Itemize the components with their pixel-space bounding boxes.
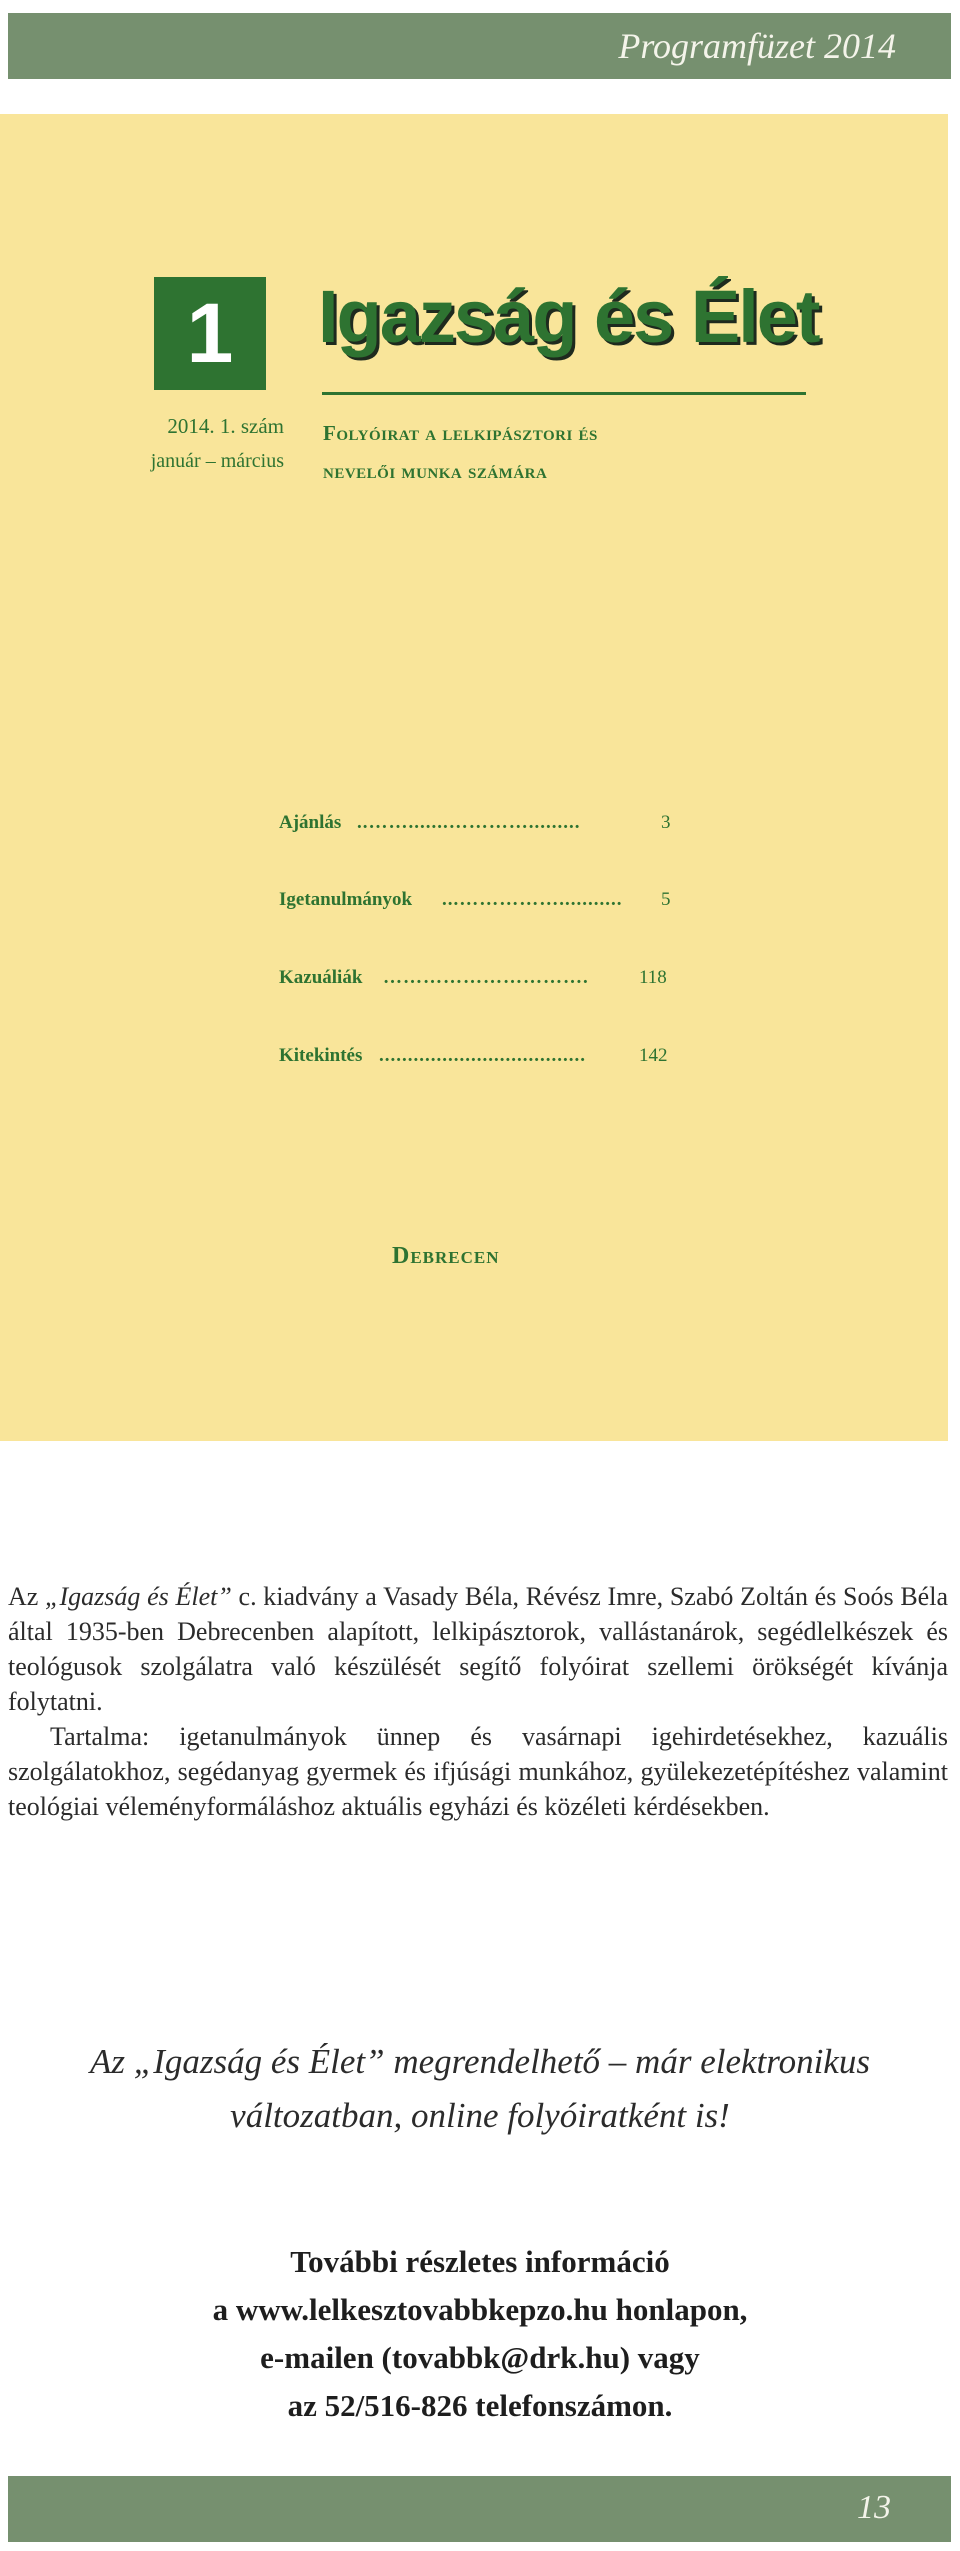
page-footer (8, 2476, 951, 2542)
contact-info (0, 2238, 960, 2430)
subscription-promo (0, 2035, 960, 2143)
toc-page-number: 3 (661, 812, 671, 833)
promo-line-2: változatban, online folyóiratként is! (230, 2096, 730, 2135)
journal-cover (0, 114, 948, 1441)
issue-number-badge: 1 (154, 277, 266, 390)
toc-leader: …………………………. (383, 967, 589, 988)
info-line-phone: az 52/516-826 telefonszámon. (287, 2388, 673, 2423)
toc-leader: .................................... (379, 1045, 586, 1066)
toc-entry-kitekintes (279, 1045, 679, 1071)
page-header (8, 13, 951, 79)
subtitle-line-2: nevelői munka számára (323, 459, 548, 483)
info-line-email: e-mailen (tovabbk@drk.hu) vagy (260, 2340, 700, 2375)
subtitle-line-1: Folyóirat a lelkipásztori és (323, 421, 598, 445)
publication-city: Debrecen (392, 1243, 500, 1269)
journal-title: Igazság és Élet (318, 275, 819, 358)
intro-prefix: Az (8, 1582, 46, 1611)
toc-label: Kitekintés (279, 1045, 363, 1066)
header-title: Programfüzet 2014 (618, 26, 896, 66)
journal-description (8, 1579, 948, 1824)
toc-entry-ajanlas (279, 812, 679, 838)
toc-entry-igetanulmanyok (279, 889, 679, 915)
toc-label: Ajánlás (279, 812, 342, 833)
toc-entry-kazualiak (279, 967, 679, 993)
info-line-website: a www.lelkesztovabbkepzo.hu honlapon, (212, 2292, 748, 2327)
title-divider (322, 392, 806, 395)
description-paragraph-1 (8, 1579, 948, 1719)
journal-title-inline: „Igazság és Élet” (45, 1582, 232, 1611)
promo-line-1: Az „Igazság és Élet” megrendelhető – már elektronikus (90, 2042, 870, 2081)
toc-page-number: 118 (639, 967, 667, 988)
toc-page-number: 142 (639, 1045, 668, 1066)
journal-subtitle (323, 414, 598, 490)
issue-period: január – március (150, 450, 284, 472)
info-line-1: További részletes információ (290, 2244, 670, 2279)
description-paragraph-2: Tartalma: igetanulmányok ünnep és vasárnapi igehirdetésekhez, kazuális szolgálatokhoz, segédanyag gyermek és ifjúsági munkához, gyülekezetépítéshez valamint teológiai véleményformáláshoz aktuális egyházi és közéleti kérdésekben. (8, 1722, 948, 1821)
toc-label: Kazuáliák (279, 967, 363, 988)
toc-leader: ...……………........... (442, 889, 623, 910)
toc-page-number: 5 (661, 889, 671, 910)
page-number: 13 (857, 2489, 891, 2526)
intro-text: c. kiadvány a Vasady Béla, Révész Imre, Szabó Zoltán és Soós Béla által 1935-ben Debrecenben alapított, lelkipásztorok, vallástanárok, segédlelkészek és teológusok szolgálatra való készülését segítő folyóirat szellemi örökségét kívánja folytatni. (8, 1582, 948, 1716)
toc-label: Igetanulmányok (279, 889, 413, 910)
issue-label: 2014. 1. szám (167, 414, 284, 438)
toc-leader: ..…….......…………......... (357, 812, 581, 833)
